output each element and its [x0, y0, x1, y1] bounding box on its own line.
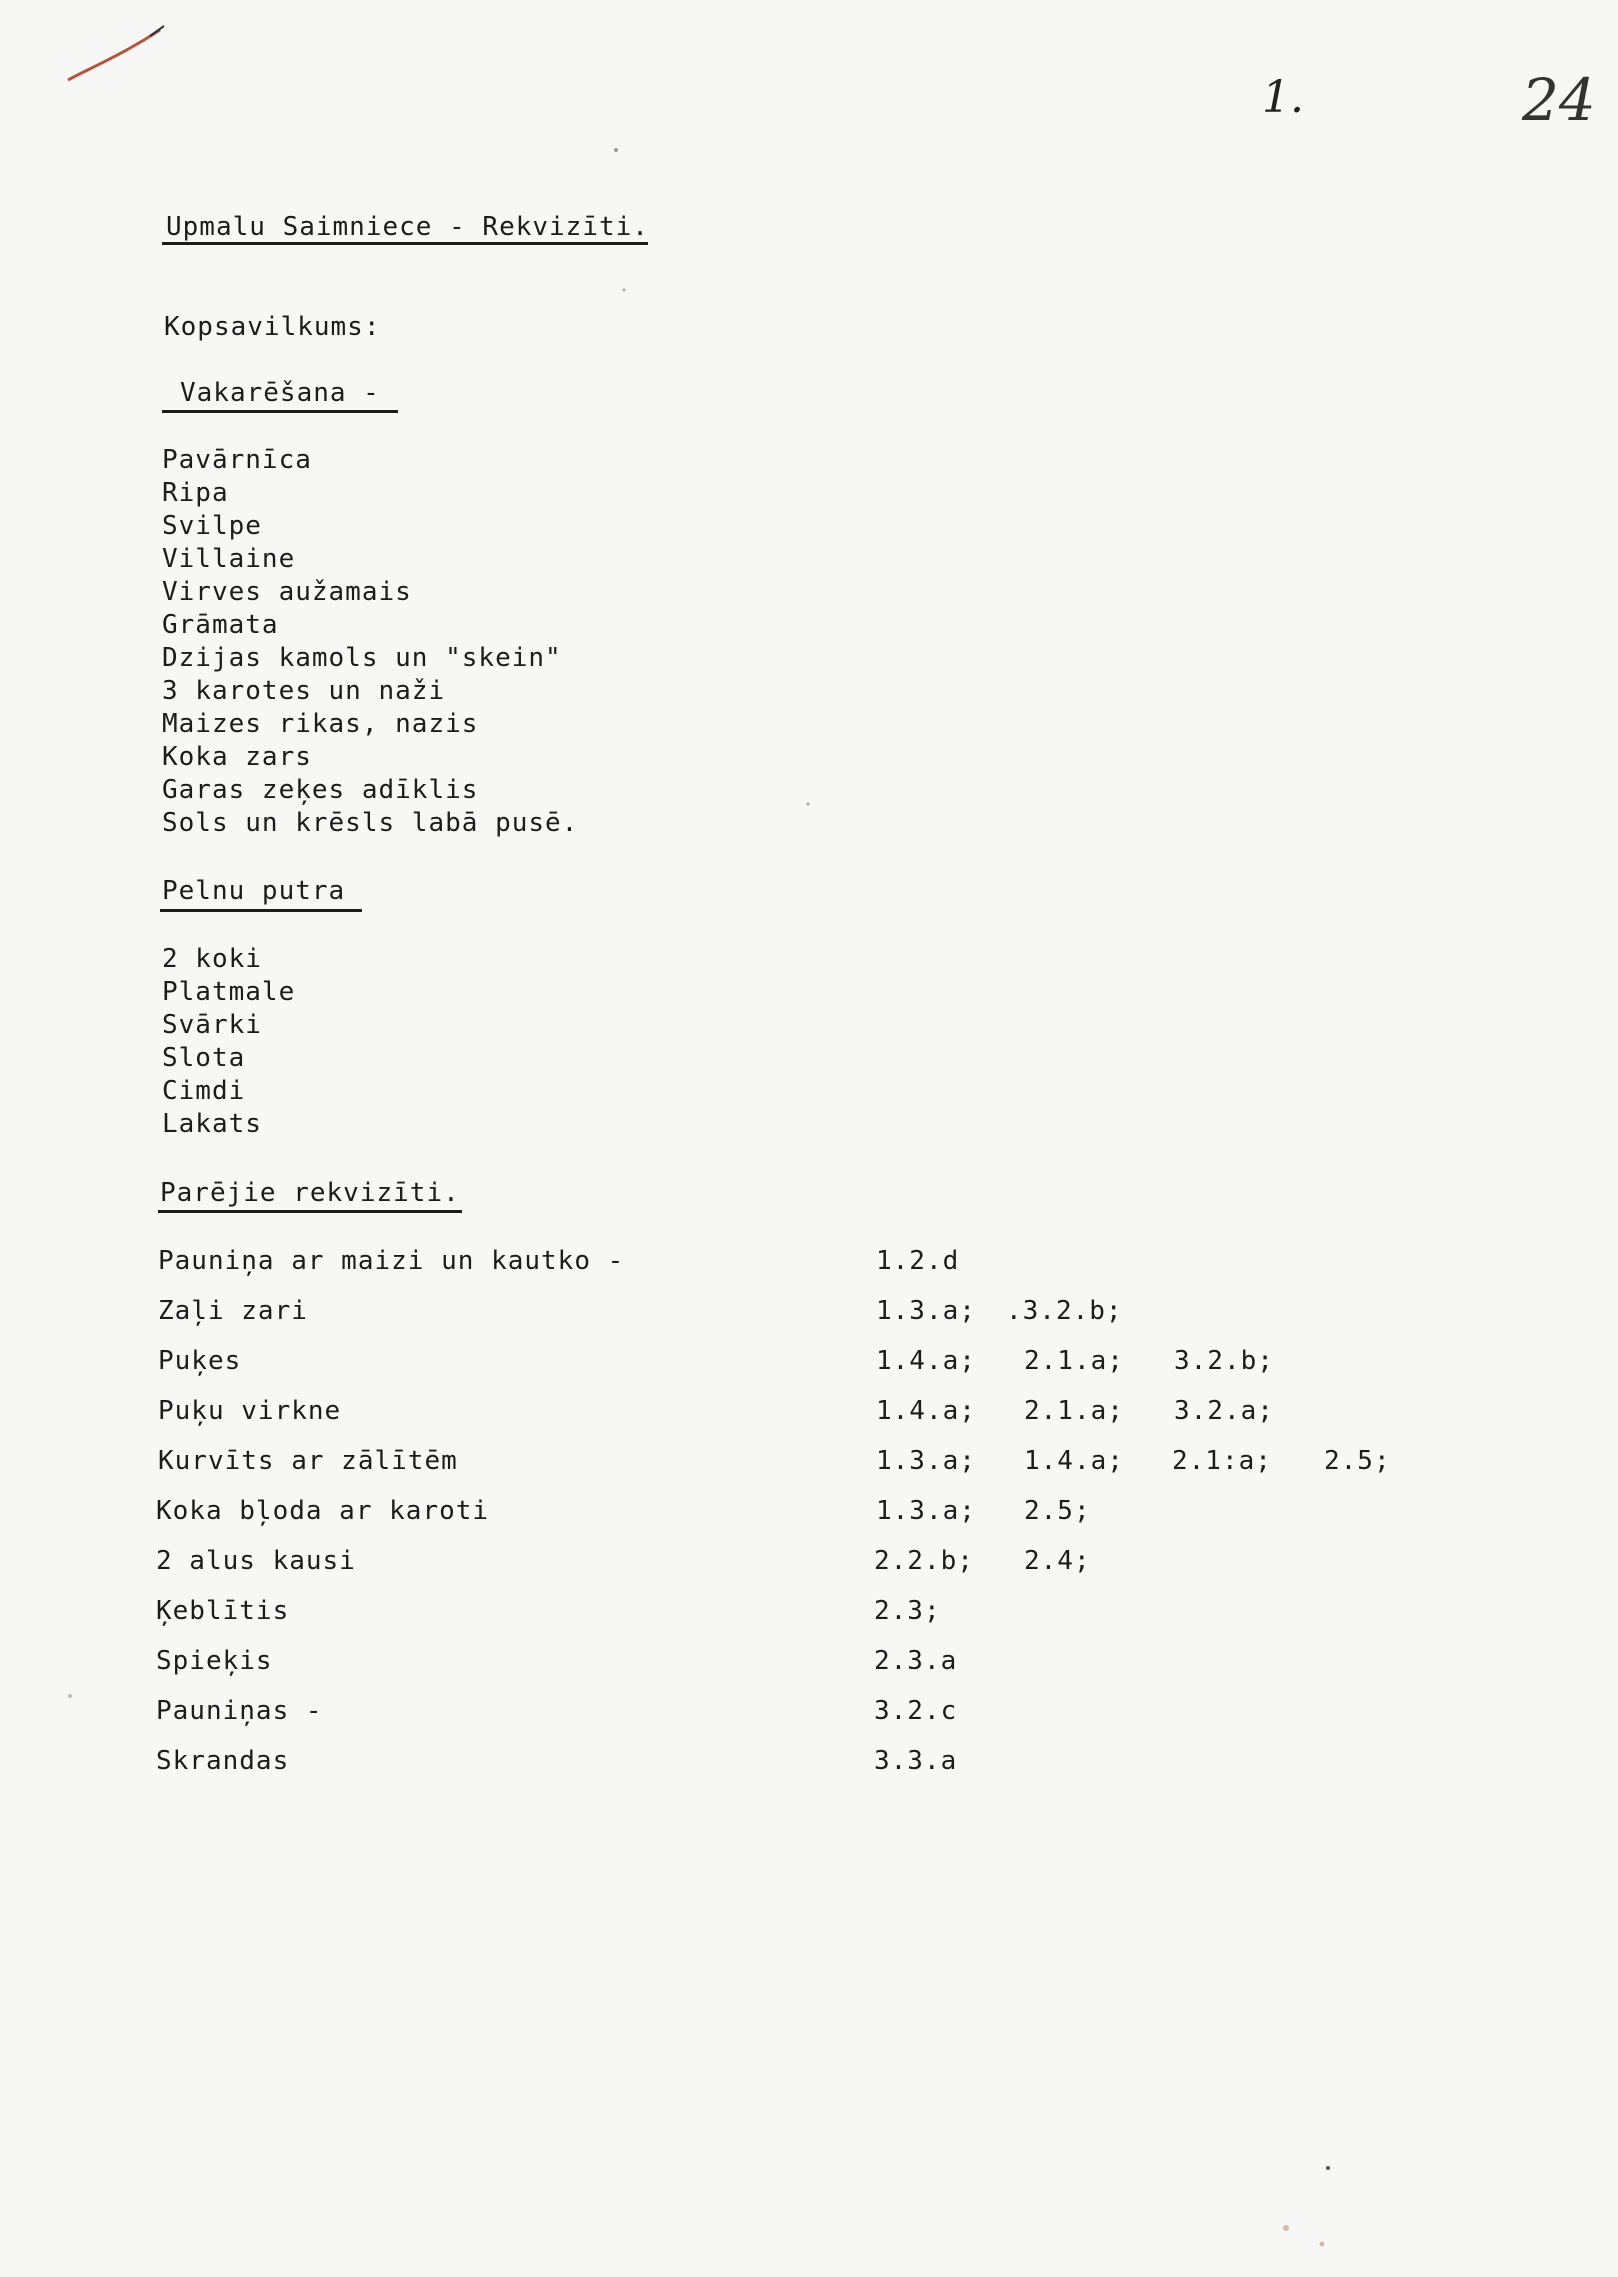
scene-ref: 1.3.a;	[876, 1496, 976, 1526]
list-item: Garas zeķes adīklis	[162, 775, 479, 805]
prop-name: Kurvīts ar zālītēm	[158, 1446, 458, 1476]
prop-name: 2 alus kausi	[156, 1546, 356, 1576]
prop-name: Zaļi zari	[158, 1296, 308, 1326]
scene-ref: 2.2.b;	[874, 1546, 974, 1576]
section-heading-pelnu-putra: Pelnu putra	[162, 876, 346, 906]
list-item: Grāmata	[162, 610, 279, 640]
list-item: Virves aužamais	[162, 577, 412, 607]
list-item: Dzijas kamols un "skein"	[162, 643, 562, 673]
prop-name: Spieķis	[156, 1646, 273, 1676]
scene-ref: 1.4.a;	[876, 1346, 976, 1376]
scene-ref: 3.2.c	[874, 1696, 958, 1726]
scene-ref: 1.3.a;	[876, 1296, 976, 1326]
scene-ref: 2.1.a;	[1024, 1396, 1124, 1426]
list-item: Svilpe	[162, 511, 262, 541]
prop-name: Koka bļoda ar karoti	[156, 1496, 490, 1526]
scene-ref: 3.3.a	[874, 1746, 958, 1776]
list-item: Sols un krēsls labā pusē.	[162, 808, 579, 838]
prop-name: Puķu virkne	[158, 1396, 342, 1426]
list-item: Ripa	[162, 478, 229, 508]
scene-ref: 1.3.a;	[876, 1446, 976, 1476]
section-heading-parejie: Parējie rekvizīti.	[160, 1178, 460, 1208]
prop-name: Skrandas	[156, 1746, 290, 1776]
scene-ref: 3.2.b;	[1174, 1346, 1274, 1376]
section-heading-vakaresana: Vakarēšana -	[180, 378, 380, 408]
scene-ref: 2.1.a;	[1024, 1346, 1124, 1376]
prop-name: Pauniņas -	[156, 1696, 323, 1726]
list-item: Maizes rikas, nazis	[162, 709, 479, 739]
scene-ref: 2.1:a;	[1172, 1446, 1272, 1476]
list-item: Svārki	[162, 1010, 262, 1040]
list-item: 3 karotes un naži	[162, 676, 446, 706]
list-item: Cimdi	[162, 1076, 246, 1106]
scene-ref: 1.4.a;	[876, 1396, 976, 1426]
scene-ref: 1.4.a;	[1024, 1446, 1124, 1476]
list-item: Koka zars	[162, 742, 312, 772]
scene-ref: .3.2.b;	[1006, 1296, 1123, 1326]
scene-ref: 1.2.d	[876, 1246, 960, 1276]
folio-number-annotation: 24	[1522, 66, 1596, 134]
scene-ref: 2.5;	[1324, 1446, 1391, 1476]
scene-ref: 2.4;	[1024, 1546, 1091, 1576]
prop-name: Pauniņa ar maizi un kautko -	[158, 1246, 625, 1276]
list-item: Platmale	[162, 977, 296, 1007]
list-item: Villaine	[162, 544, 296, 574]
list-item: Slota	[162, 1043, 246, 1073]
list-item: Lakats	[162, 1109, 262, 1139]
scene-ref: 2.5;	[1024, 1496, 1091, 1526]
page-number-annotation: 1.	[1262, 72, 1304, 123]
list-item: 2 koki	[162, 944, 262, 974]
summary-label: Kopsavilkums:	[164, 312, 381, 342]
prop-name: Ķeblītis	[156, 1596, 290, 1626]
document-title: Upmalu Saimniece - Rekvizīti.	[166, 212, 649, 242]
list-item: Pavārnīca	[162, 445, 312, 475]
scene-ref: 2.3;	[874, 1596, 941, 1626]
scene-ref: 3.2.a;	[1174, 1396, 1274, 1426]
scene-ref: 2.3.a	[874, 1646, 958, 1676]
prop-name: Puķes	[158, 1346, 242, 1376]
